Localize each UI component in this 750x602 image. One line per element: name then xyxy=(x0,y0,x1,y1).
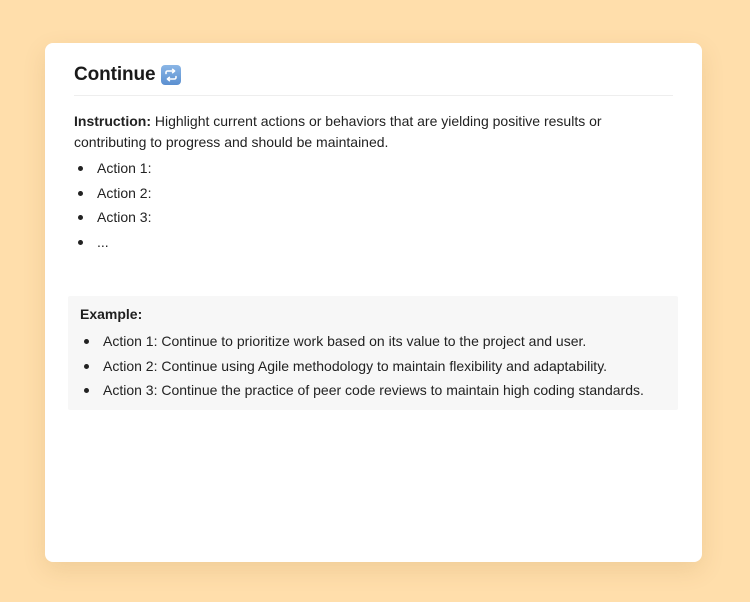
content-card xyxy=(45,43,702,562)
list-item xyxy=(80,354,670,379)
instruction-lead: Instruction: xyxy=(74,113,151,129)
list-item xyxy=(74,181,674,206)
bullet xyxy=(78,191,83,196)
repeat-icon xyxy=(161,65,181,85)
list-item-label: ... xyxy=(97,233,109,250)
bullet xyxy=(84,388,89,393)
list-item xyxy=(80,329,670,354)
list-item-label: Action 2: xyxy=(97,184,152,201)
list-item xyxy=(74,205,674,230)
list-item-text: Action 3: Continue the practice of peer code reviews to maintain high coding standards. xyxy=(103,382,644,398)
list-item-text: Action 1: Continue to prioritize work based on its value to the project and user. xyxy=(103,333,587,349)
list-item xyxy=(74,156,674,181)
page-title: Continue xyxy=(74,64,156,85)
bullet xyxy=(78,215,83,220)
instruction-text: Highlight current actions or behaviors that are yielding positive results or contributing to progress and should be maintained. xyxy=(74,113,602,150)
bullet xyxy=(78,166,83,171)
action-list xyxy=(74,156,674,254)
example-list xyxy=(80,329,670,403)
bullet xyxy=(84,339,89,344)
bullet xyxy=(78,240,83,245)
list-item xyxy=(80,378,670,403)
list-item-label: Action 3: xyxy=(97,209,152,225)
title-row xyxy=(74,61,673,96)
list-item-label: Action 1: xyxy=(97,160,152,176)
example-label: Example: xyxy=(80,306,143,322)
example-box xyxy=(68,296,678,410)
list-item xyxy=(74,230,674,255)
list-item-text: Action 2: Continue using Agile methodology to maintain flexibility and adaptability. xyxy=(103,357,608,374)
bullet xyxy=(84,364,89,369)
instruction-paragraph xyxy=(74,111,674,153)
